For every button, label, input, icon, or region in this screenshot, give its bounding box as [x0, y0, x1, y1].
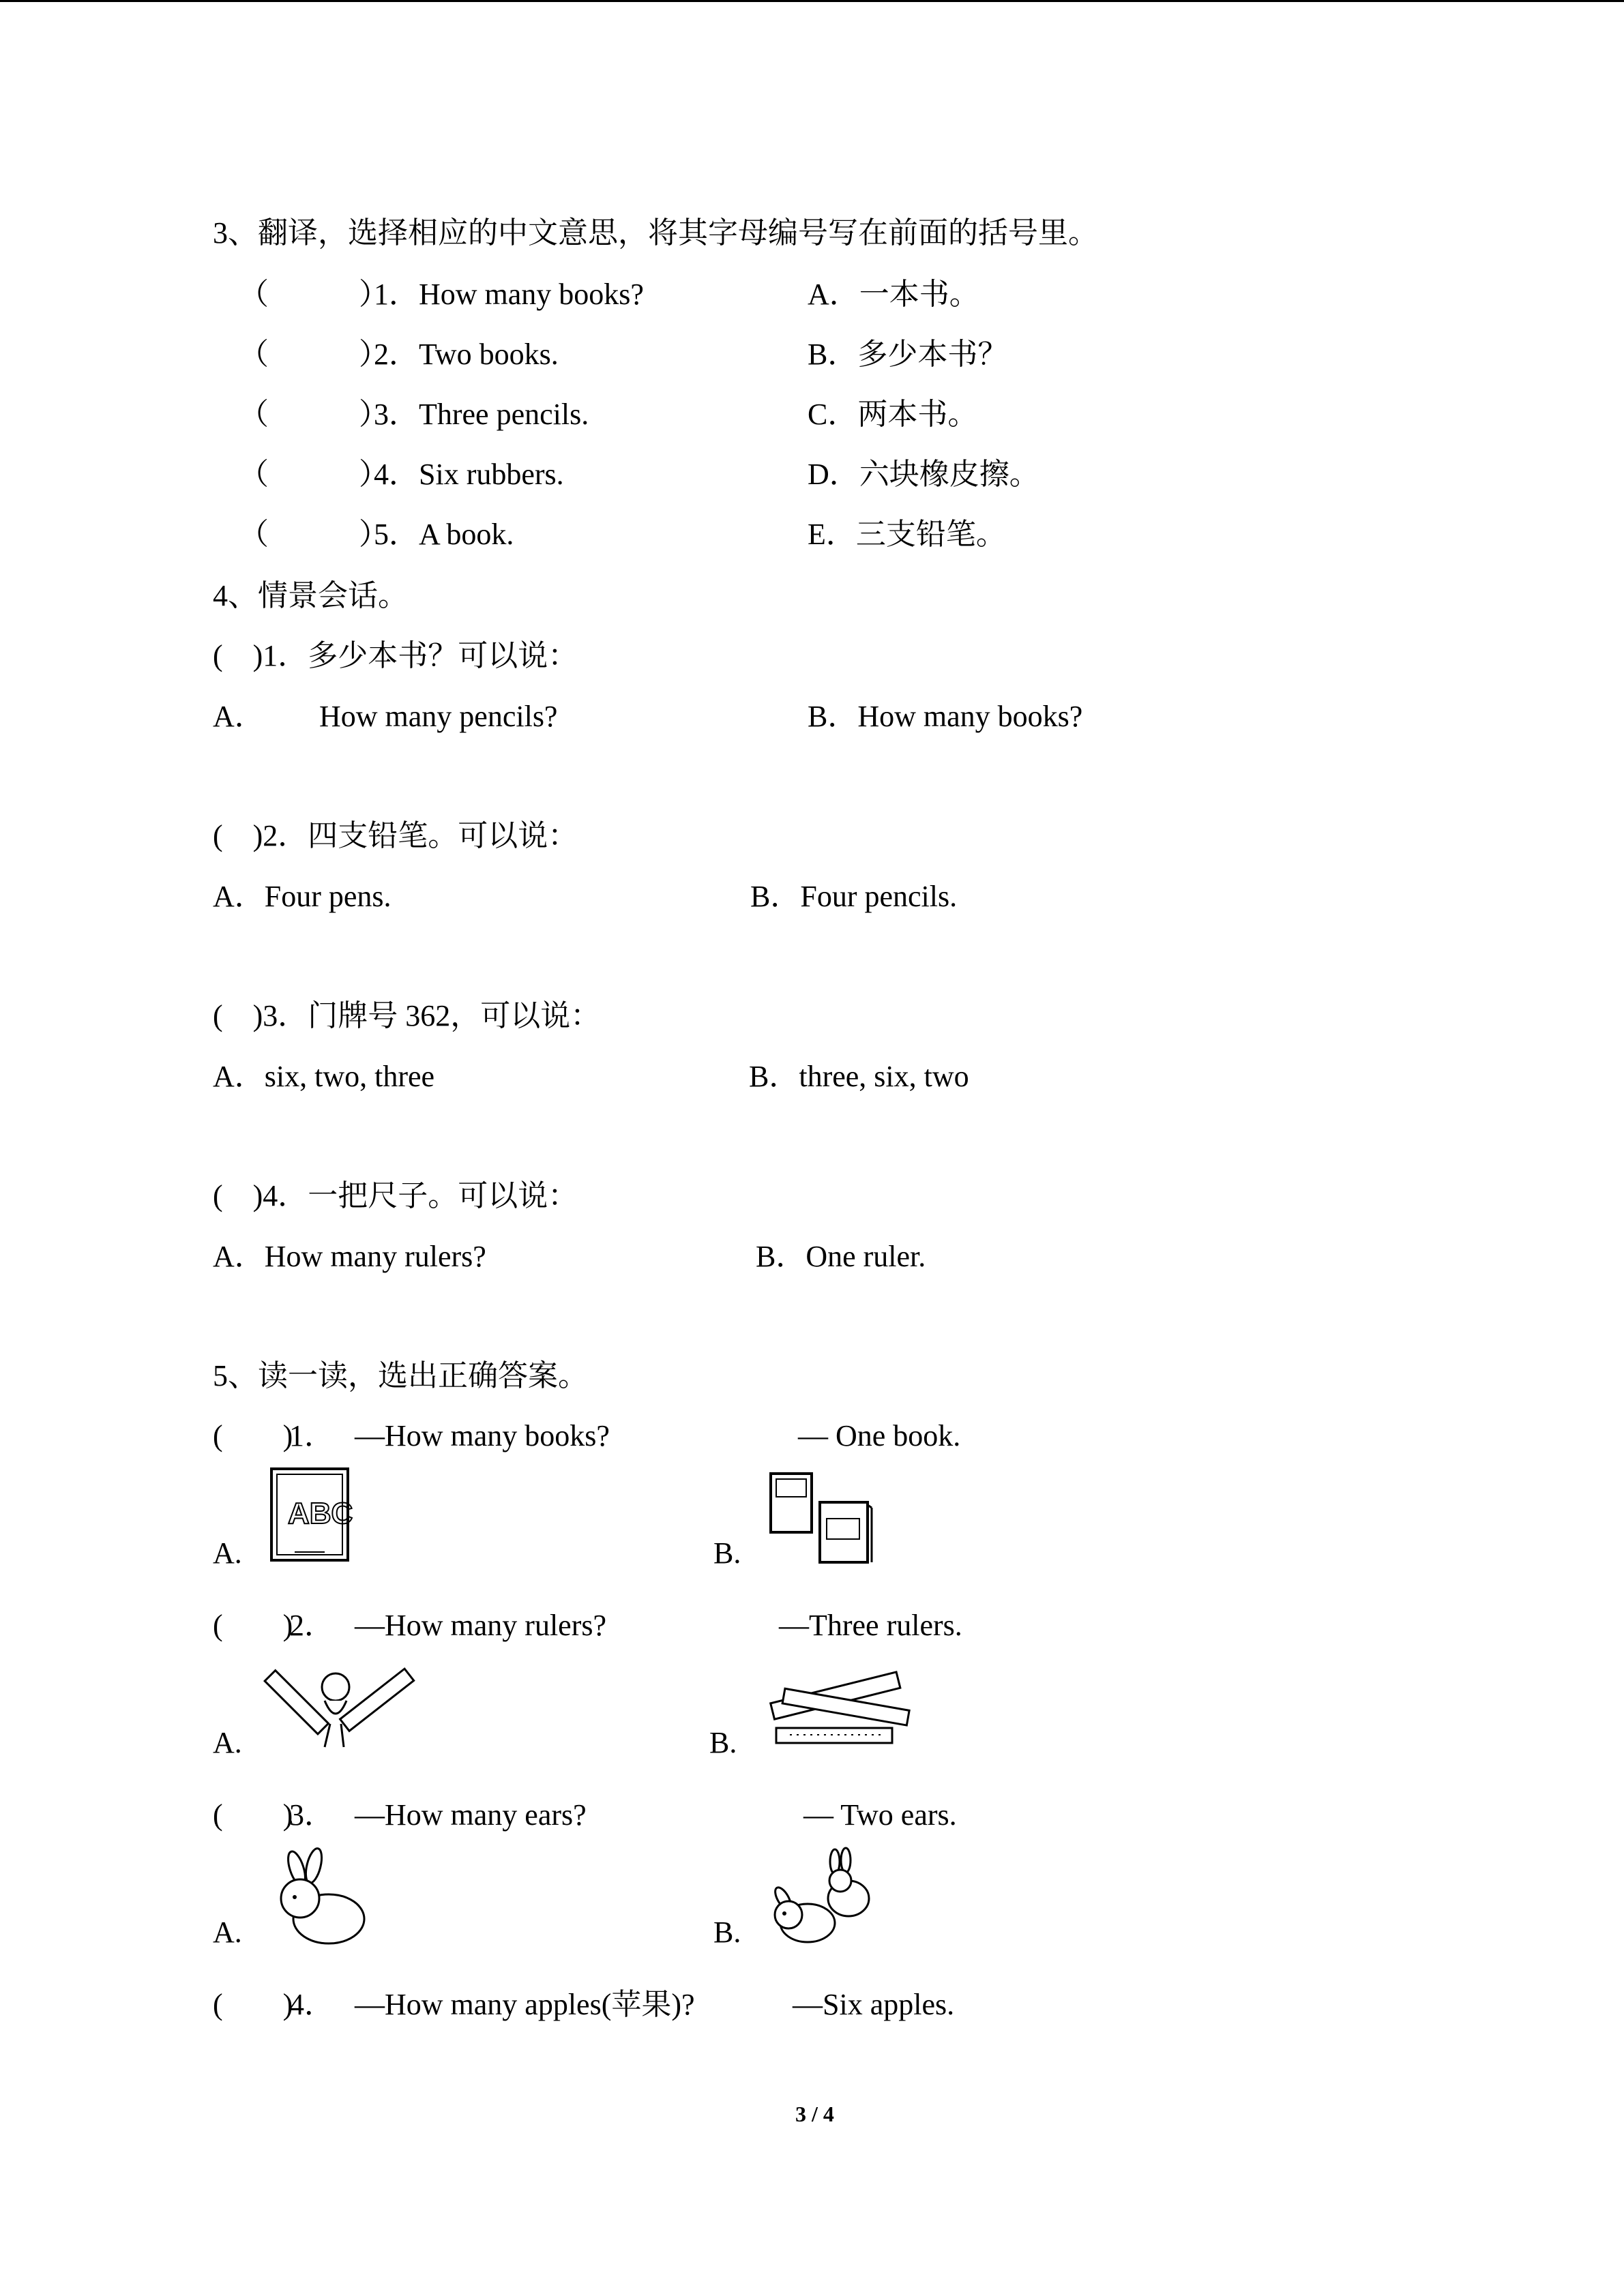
question-text: —How many books?	[355, 1419, 610, 1452]
section-5-title: 5、读一读，选出正确答案。	[213, 1359, 588, 1392]
answer-bracket[interactable]: ( )	[213, 1609, 293, 1642]
question-text: —How many apples(苹果)?	[355, 1988, 695, 2021]
answer-bracket[interactable]: （ ）	[239, 398, 389, 431]
answer-bracket[interactable]: ( )	[213, 1798, 293, 1832]
option-b-label[interactable]: B.	[709, 1726, 737, 1759]
choice-a[interactable]: A．Four pens.	[213, 880, 392, 913]
translation-option: D．六块橡皮擦。	[808, 458, 1039, 491]
book-cover-letters: ABC	[288, 1497, 353, 1530]
question-number: 4．	[289, 1988, 334, 2021]
question-text: —How many rulers?	[355, 1609, 607, 1642]
dialogue-question: ( )3．门牌号 362，可以说：	[213, 999, 601, 1032]
answer-bracket[interactable]: （ ）	[239, 338, 389, 371]
section-4-title: 4、情景会话。	[213, 579, 408, 612]
choice-b[interactable]: B．One ruler.	[756, 1240, 926, 1273]
question-text: —How many ears?	[355, 1798, 587, 1832]
answer-text: — Two ears.	[803, 1798, 957, 1832]
choice-b[interactable]: B．Four pencils.	[750, 880, 958, 913]
choice-a-text[interactable]: How many pencils?	[319, 700, 558, 733]
question-number: 3．	[289, 1798, 334, 1832]
dialogue-question: ( )1．多少本书？可以说：	[213, 639, 578, 672]
translation-item: 2．Two books.	[374, 338, 559, 371]
answer-text: —Six apples.	[793, 1988, 955, 2021]
two-rabbits-picture[interactable]	[767, 1849, 876, 1945]
translation-item: 3．Three pencils.	[374, 398, 589, 431]
answer-text: — One book.	[798, 1419, 961, 1452]
page-top-border	[0, 0, 1624, 2]
option-b-label[interactable]: B.	[713, 1915, 741, 1949]
option-a-label[interactable]: A.	[213, 1536, 242, 1570]
answer-bracket[interactable]: （ ）	[239, 458, 389, 491]
page-number: 3 / 4	[795, 2102, 834, 2126]
abc-book-picture[interactable]	[267, 1466, 356, 1564]
option-a-label[interactable]: A.	[213, 1726, 242, 1759]
three-rulers-picture[interactable]	[763, 1664, 913, 1753]
translation-option: E．三支铅笔。	[808, 518, 1006, 551]
answer-text: —Three rulers.	[779, 1609, 962, 1642]
translation-option: B．多少本书？	[808, 338, 1008, 371]
translation-item: 4．Six rubbers.	[374, 458, 564, 491]
two-books-picture[interactable]	[767, 1470, 876, 1565]
choice-b[interactable]: B．three, six, two	[749, 1060, 969, 1093]
translation-option: A．一本书。	[808, 278, 979, 311]
dialogue-question: ( )4．一把尺子。可以说：	[213, 1179, 578, 1212]
child-with-rulers-picture[interactable]	[267, 1658, 417, 1754]
choice-a-label[interactable]: A．	[213, 700, 265, 733]
answer-bracket[interactable]: （ ）	[239, 278, 389, 311]
option-a-label[interactable]: A.	[213, 1915, 242, 1949]
translation-item: 1．How many books?	[374, 278, 644, 311]
translation-item: 5．A book.	[374, 518, 514, 551]
question-number: 2．	[289, 1609, 334, 1642]
option-b-label[interactable]: B.	[713, 1536, 741, 1570]
choice-b[interactable]: B．How many books?	[808, 700, 1083, 733]
dialogue-question: ( )2．四支铅笔。可以说：	[213, 819, 578, 852]
choice-a[interactable]: A．How many rulers?	[213, 1240, 486, 1273]
answer-bracket[interactable]: ( )	[213, 1419, 293, 1452]
answer-bracket[interactable]: （ ）	[239, 518, 389, 551]
translation-option: C．两本书。	[808, 398, 978, 431]
answer-bracket[interactable]: ( )	[213, 1988, 293, 2021]
choice-a[interactable]: A．six, two, three	[213, 1060, 435, 1093]
question-number: 1．	[289, 1419, 334, 1452]
one-rabbit-picture[interactable]	[266, 1848, 375, 1948]
section-3-title: 3、翻译，选择相应的中文意思，将其字母编号写在前面的括号里。	[213, 216, 1098, 250]
